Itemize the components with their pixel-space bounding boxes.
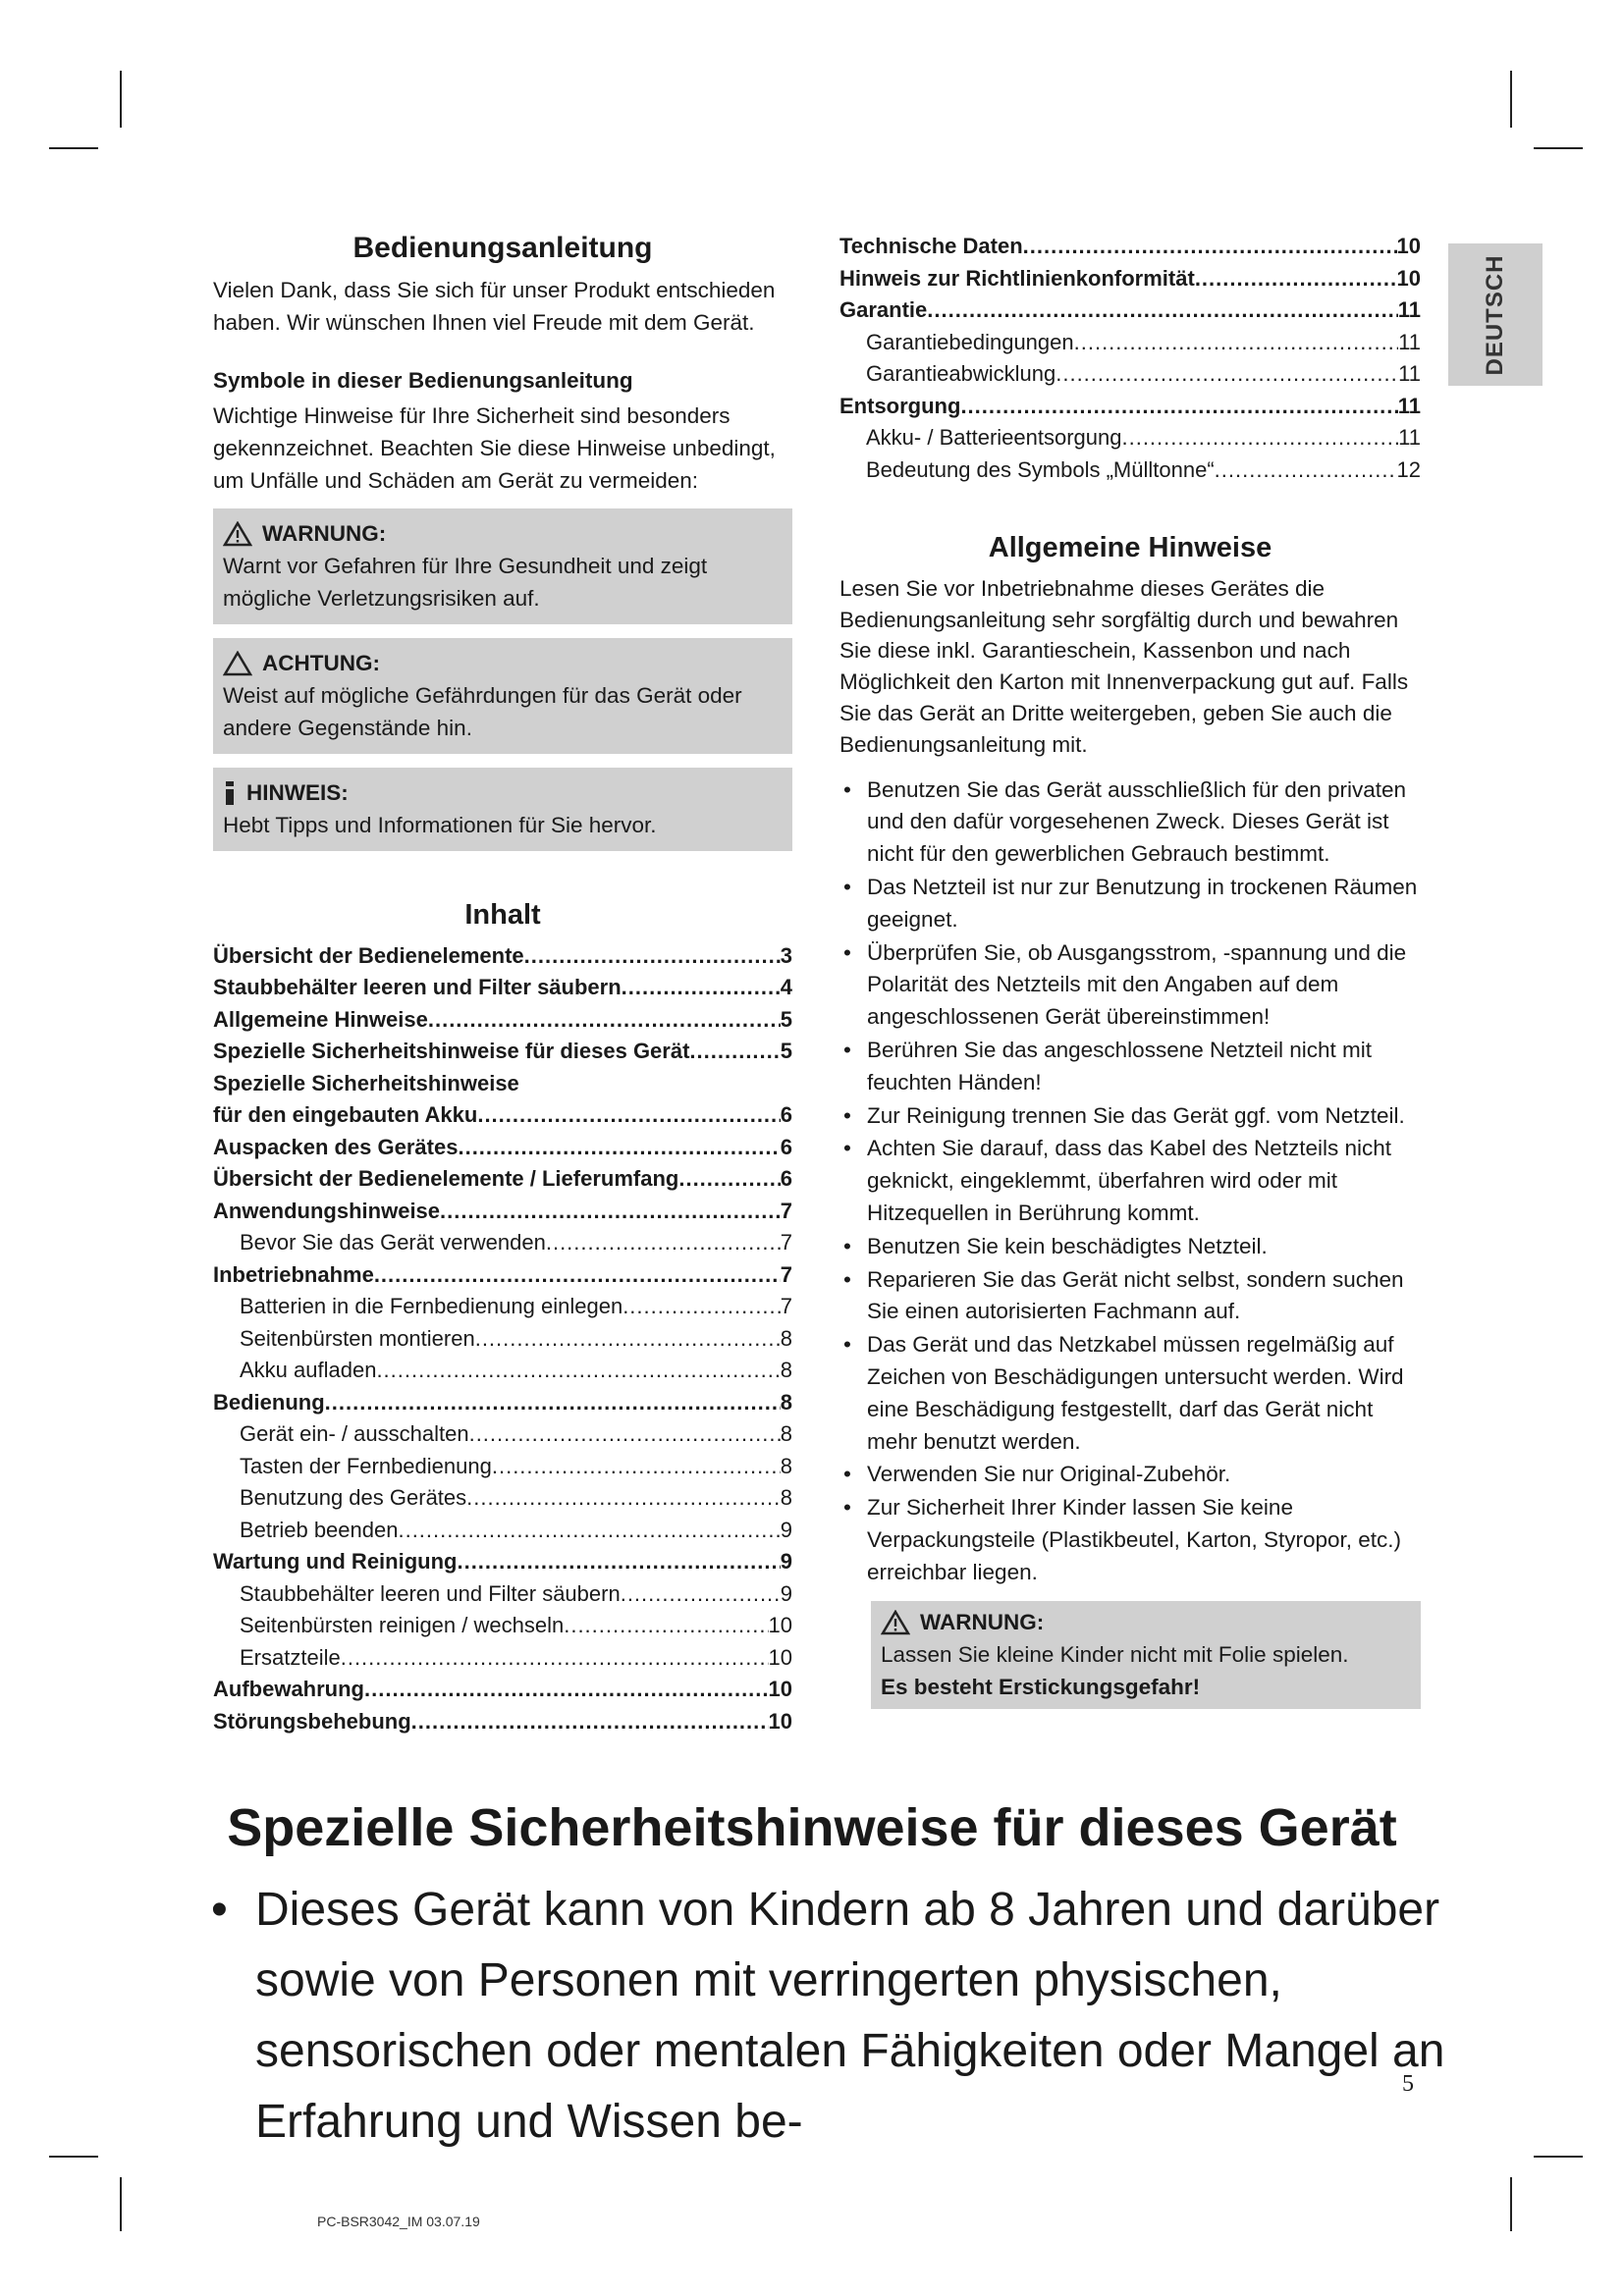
toc-entry-title: Auspacken des Gerätes xyxy=(213,1134,459,1159)
toc-leader-dots xyxy=(466,1482,781,1515)
contents-title: Inhalt xyxy=(464,899,541,931)
toc-leader-dots xyxy=(1121,422,1398,454)
toc-entry-title: Benutzung des Gerätes xyxy=(240,1485,467,1511)
toc-entry-title: Aufbewahrung xyxy=(213,1677,364,1702)
toc-entry xyxy=(839,294,1421,327)
toc-entry-page: 11 xyxy=(1398,425,1421,450)
toc-entry-page: 11 xyxy=(1398,329,1421,354)
toc-leader-dots xyxy=(374,1259,781,1292)
toc-leader-dots xyxy=(623,1291,781,1323)
caution-text: Weist auf mögliche Gefährdungen für das Gerät oder andere Gegenstände hin. xyxy=(223,683,742,740)
toc-leader-dots xyxy=(398,1515,780,1547)
list-item: • Achten Sie darauf, dass das Kabel des Netzteils nicht geknickt, eingeklemmt, überfahren wird oder mit Hitzequellen in Berührung kommt. xyxy=(839,1133,1421,1229)
toc-leader-dots xyxy=(960,391,1397,423)
warning-text: Warnt vor Gefahren für Ihre Gesundheit und zeigt mögliche Verletzungsrisiken auf. xyxy=(223,554,708,611)
toc-entry-title: Staubbehälter leeren und Filter säubern xyxy=(240,1580,621,1606)
toc-entry-title: Spezielle Sicherheitshinweise für dieses Gerät xyxy=(213,1039,690,1064)
crop-mark xyxy=(120,71,122,128)
toc-entry xyxy=(213,1163,792,1196)
toc-entry-page: 10 xyxy=(768,1613,792,1638)
toc-leader-dots xyxy=(689,1036,780,1068)
toc-entry-page: 9 xyxy=(780,1549,792,1575)
toc-leader-dots xyxy=(428,1004,781,1037)
toc-entry-page: 8 xyxy=(780,1389,792,1415)
toc-entry-page: 11 xyxy=(1398,361,1421,386)
toc-entry-page: 8 xyxy=(780,1453,792,1478)
toc-entry xyxy=(213,1099,792,1132)
toc-entry-title: Störungsbehebung xyxy=(213,1708,411,1734)
toc-entry xyxy=(213,1068,792,1100)
toc-leader-dots xyxy=(341,1642,769,1675)
toc-entry xyxy=(213,1291,792,1323)
toc-entry-title: Inbetriebnahme xyxy=(213,1261,374,1287)
list-item: • Verwenden Sie nur Original-Zubehör. xyxy=(839,1459,1421,1491)
crop-mark xyxy=(120,2177,122,2231)
toc-entry-title: Bevor Sie das Gerät verwenden xyxy=(240,1230,546,1255)
toc-entry-title: Akku aufladen xyxy=(240,1358,377,1383)
toc-leader-dots xyxy=(564,1610,768,1642)
toc-leader-dots xyxy=(469,1418,781,1451)
language-tab xyxy=(1448,243,1543,386)
general-title: Allgemeine Hinweise xyxy=(988,532,1272,563)
toc-leader-dots xyxy=(376,1355,780,1387)
caution-icon xyxy=(223,651,252,676)
toc-entry xyxy=(213,1546,792,1578)
toc-leader-dots xyxy=(458,1132,780,1164)
toc-leader-dots xyxy=(1023,231,1397,263)
toc-entry-title: Gerät ein- / ausschalten xyxy=(240,1421,469,1447)
toc-entry xyxy=(213,1706,792,1738)
toc-entry-page: 10 xyxy=(1396,265,1421,291)
toc-entry-title: für den eingebauten Akku xyxy=(213,1102,478,1128)
toc-leader-dots xyxy=(411,1706,769,1738)
warning-title: WARNUNG: xyxy=(262,521,387,546)
manual-title: Bedienungsanleitung xyxy=(352,232,653,264)
toc-leader-dots xyxy=(477,1099,780,1132)
symbols-text: Wichtige Hinweise für Ihre Sicherheit sind besonders gekennzeichnet. Beachten Sie diese Hinweise unbedingt, um Unfälle und Schäden am Gerät zu vermeiden: xyxy=(213,403,776,493)
toc-entry xyxy=(213,1355,792,1387)
toc-entry-page: 6 xyxy=(780,1166,792,1192)
caution-box xyxy=(213,638,792,754)
toc-entry xyxy=(839,391,1421,423)
page-number: 5 xyxy=(1402,2071,1414,2097)
toc-entry xyxy=(213,1451,792,1483)
left-column xyxy=(213,231,792,1737)
special-safety-bullet: • Dieses Gerät kann von Kindern ab 8 Jahren und darüber sowie von Personen mit verringerten physischen, sensorischen oder mentalen Fähigkeiten oder Mangel an Erfahrung und Wissen be- xyxy=(211,1875,1492,2158)
toc-entry xyxy=(213,940,792,973)
toc-entry xyxy=(213,1482,792,1515)
info-icon xyxy=(223,781,237,805)
crop-mark xyxy=(1534,2156,1583,2158)
warning-box xyxy=(213,508,792,624)
toc-entry xyxy=(839,327,1421,359)
toc-entry-title: Spezielle Sicherheitshinweise xyxy=(213,1070,519,1095)
manual-intro: Vielen Dank, dass Sie sich für unser Produkt entschieden haben. Wir wünschen Ihnen viel Freude mit dem Gerät. xyxy=(213,278,776,335)
toc-entry-page: 11 xyxy=(1397,393,1421,418)
toc-entry xyxy=(213,1418,792,1451)
toc-entry-page: 6 xyxy=(780,1102,792,1128)
crop-mark xyxy=(49,147,98,149)
toc-entry xyxy=(213,1004,792,1037)
toc-entry-title: Seitenbürsten reinigen / wechseln xyxy=(240,1613,565,1638)
toc-entry-page: 10 xyxy=(768,1644,792,1670)
toc-entry-page: 11 xyxy=(1397,297,1421,322)
toc-leader-dots xyxy=(546,1227,781,1259)
toc-entry-page: 7 xyxy=(780,1294,792,1319)
toc-entry-page: 8 xyxy=(780,1485,792,1511)
symbols-heading: Symbole in dieser Bedienungsanleitung xyxy=(213,368,633,393)
footer-code: PC-BSR3042_IM 03.07.19 xyxy=(317,2214,480,2229)
toc-entry-title: Wartung und Reinigung xyxy=(213,1549,458,1575)
warning-emphasis: Es besteht Erstickungsgefahr! xyxy=(881,1674,1201,1699)
toc-leader-dots xyxy=(325,1387,781,1419)
note-box xyxy=(213,768,792,851)
right-column xyxy=(839,231,1421,1709)
toc-entry-page: 8 xyxy=(780,1325,792,1351)
crop-mark xyxy=(49,2156,98,2158)
toc-entry-title: Garantieabwicklung xyxy=(866,361,1056,386)
toc-entry-title: Seitenbürsten montieren xyxy=(240,1325,475,1351)
toc-entry-page: 7 xyxy=(780,1198,792,1223)
toc-entry-title: Ersatzteile xyxy=(240,1644,341,1670)
toc-entry xyxy=(213,1227,792,1259)
toc-leader-dots xyxy=(475,1323,781,1356)
special-safety-title: Spezielle Sicherheitshinweise für dieses Gerät xyxy=(227,1798,1397,1857)
toc-leader-dots xyxy=(927,294,1397,327)
toc-entry-page: 5 xyxy=(780,1039,792,1064)
toc-entry xyxy=(839,231,1421,263)
toc-entry-page: 5 xyxy=(780,1006,792,1032)
toc-entry-page: 4 xyxy=(780,975,792,1000)
toc-entry-title: Garantie xyxy=(839,297,928,322)
toc-entry-page: 3 xyxy=(780,942,792,968)
toc-entry-page: 10 xyxy=(1396,234,1421,258)
warning-box-general xyxy=(871,1601,1421,1709)
toc-entry-title: Batterien in die Fernbedienung einlegen xyxy=(240,1294,623,1319)
toc-leader-dots xyxy=(1074,327,1399,359)
toc-leader-dots xyxy=(1215,454,1397,487)
list-item: • Berühren Sie das angeschlossene Netzteil nicht mit feuchten Händen! xyxy=(839,1035,1421,1099)
warning-title: WARNUNG: xyxy=(920,1609,1045,1634)
crop-mark xyxy=(1510,2177,1512,2231)
toc-entry xyxy=(839,263,1421,295)
general-bullet-list xyxy=(839,774,1421,1589)
toc-entry-title: Betrieb beenden xyxy=(240,1517,399,1542)
list-item: • Überprüfen Sie, ob Ausgangsstrom, -spannung und die Polarität des Netzteils mit den Angaben auf dem angeschlossenen Gerät übereinstimmen! xyxy=(839,937,1421,1034)
note-text: Hebt Tipps und Informationen für Sie hervor. xyxy=(223,813,657,837)
toc-entry-title: Allgemeine Hinweise xyxy=(213,1006,428,1032)
table-of-contents xyxy=(213,940,792,1738)
list-item: • Reparieren Sie das Gerät nicht selbst, sondern suchen Sie einen autorisierten Fachmann auf. xyxy=(839,1264,1421,1329)
toc-entry-title: Technische Daten xyxy=(839,234,1023,258)
toc-entry-page: 8 xyxy=(780,1421,792,1447)
list-item: • Das Gerät und das Netzkabel müssen regelmäßig auf Zeichen von Beschädigungen untersucht werden. Wird eine Beschädigung festgestellt, darf das Gerät nicht mehr benutzt werden. xyxy=(839,1329,1421,1458)
toc-entry-page: 12 xyxy=(1396,456,1421,482)
toc-entry-page: 7 xyxy=(780,1230,792,1255)
toc-entry xyxy=(839,454,1421,487)
list-item: • Benutzen Sie kein beschädigtes Netzteil. xyxy=(839,1231,1421,1263)
list-item: • Zur Reinigung trennen Sie das Gerät ggf. vom Netzteil. xyxy=(839,1100,1421,1133)
toc-leader-dots xyxy=(364,1674,769,1706)
toc-entry xyxy=(213,1515,792,1547)
toc-entry-page: 8 xyxy=(780,1358,792,1383)
toc-entry xyxy=(213,1036,792,1068)
toc-entry-title: Tasten der Fernbedienung xyxy=(240,1453,492,1478)
toc-leader-dots xyxy=(621,1578,781,1611)
toc-entry-page: 7 xyxy=(780,1261,792,1287)
general-intro: Lesen Sie vor Inbetriebnahme dieses Gerätes die Bedienungsanleitung sehr sorgfältig durch und bewahren Sie diese inkl. Garantieschein, Kassenbon und nach Möglichkeit den Karton mit Innenverpackung gut auf. Falls Sie das Gerät an Dritte weitergeben, geben Sie auch die Bedienungsanleitung mit. xyxy=(839,575,1409,757)
list-item: • Benutzen Sie das Gerät ausschließlich für den privaten und den dafür vorgesehenen Zweck. Dieses Gerät ist nicht für den gewerblichen Gebrauch bestimmt. xyxy=(839,774,1421,871)
toc-entry-title: Übersicht der Bedienelemente xyxy=(213,942,524,968)
toc-entry xyxy=(213,1259,792,1292)
toc-entry xyxy=(213,1196,792,1228)
warning-icon xyxy=(223,521,252,547)
toc-entry-title: Anwendungshinweise xyxy=(213,1198,441,1223)
warning-icon xyxy=(881,1610,910,1635)
toc-entry-title: Bedeutung des Symbols „Mülltonne“ xyxy=(866,456,1215,482)
toc-entry-page: 9 xyxy=(780,1580,792,1606)
toc-entry xyxy=(213,1674,792,1706)
language-tab-label: DEUTSCH xyxy=(1482,253,1508,376)
toc-entry-title: Bedienung xyxy=(213,1389,325,1415)
toc-entry-title: Garantiebedingungen xyxy=(866,329,1074,354)
toc-entry-title: Akku- / Batterieentsorgung xyxy=(866,425,1122,450)
toc-leader-dots xyxy=(1195,263,1397,295)
toc-entry-page: 6 xyxy=(780,1134,792,1159)
toc-entry-page: 9 xyxy=(780,1517,792,1542)
toc-entry xyxy=(839,422,1421,454)
toc-leader-dots xyxy=(678,1163,780,1196)
toc-leader-dots xyxy=(622,972,781,1004)
toc-entry xyxy=(213,1132,792,1164)
toc-entry-title: Entsorgung xyxy=(839,393,961,418)
toc-entry-page: 10 xyxy=(768,1708,792,1734)
list-item: • Das Netzteil ist nur zur Benutzung in trockenen Räumen geeignet. xyxy=(839,872,1421,936)
toc-entry xyxy=(213,972,792,1004)
crop-mark xyxy=(1510,71,1512,128)
toc-entry-title: Staubbehälter leeren und Filter säubern xyxy=(213,975,622,1000)
warning-text: Lassen Sie kleine Kinder nicht mit Folie spielen. xyxy=(881,1641,1349,1667)
toc-entry xyxy=(213,1642,792,1675)
toc-entry-page: 10 xyxy=(768,1677,792,1702)
crop-mark xyxy=(1534,147,1583,149)
toc-leader-dots xyxy=(440,1196,781,1228)
list-item: • Zur Sicherheit Ihrer Kinder lassen Sie keine Verpackungsteile (Plastikbeutel, Karton, Styropor, etc.) erreichbar liegen. xyxy=(839,1492,1421,1588)
toc-entry xyxy=(213,1610,792,1642)
toc-leader-dots xyxy=(457,1546,780,1578)
toc-entry xyxy=(213,1387,792,1419)
toc-leader-dots xyxy=(524,940,781,973)
toc-entry xyxy=(839,358,1421,391)
toc-leader-dots xyxy=(492,1451,781,1483)
caution-title: ACHTUNG: xyxy=(262,651,380,675)
table-of-contents-continued xyxy=(839,231,1421,486)
toc-entry-title: Übersicht der Bedienelemente / Lieferumfang xyxy=(213,1166,679,1192)
note-title: HINWEIS: xyxy=(246,780,349,805)
toc-entry-title: Hinweis zur Richtlinienkonformität xyxy=(839,265,1195,291)
toc-leader-dots xyxy=(1056,358,1398,391)
toc-entry xyxy=(213,1323,792,1356)
toc-entry xyxy=(213,1578,792,1611)
